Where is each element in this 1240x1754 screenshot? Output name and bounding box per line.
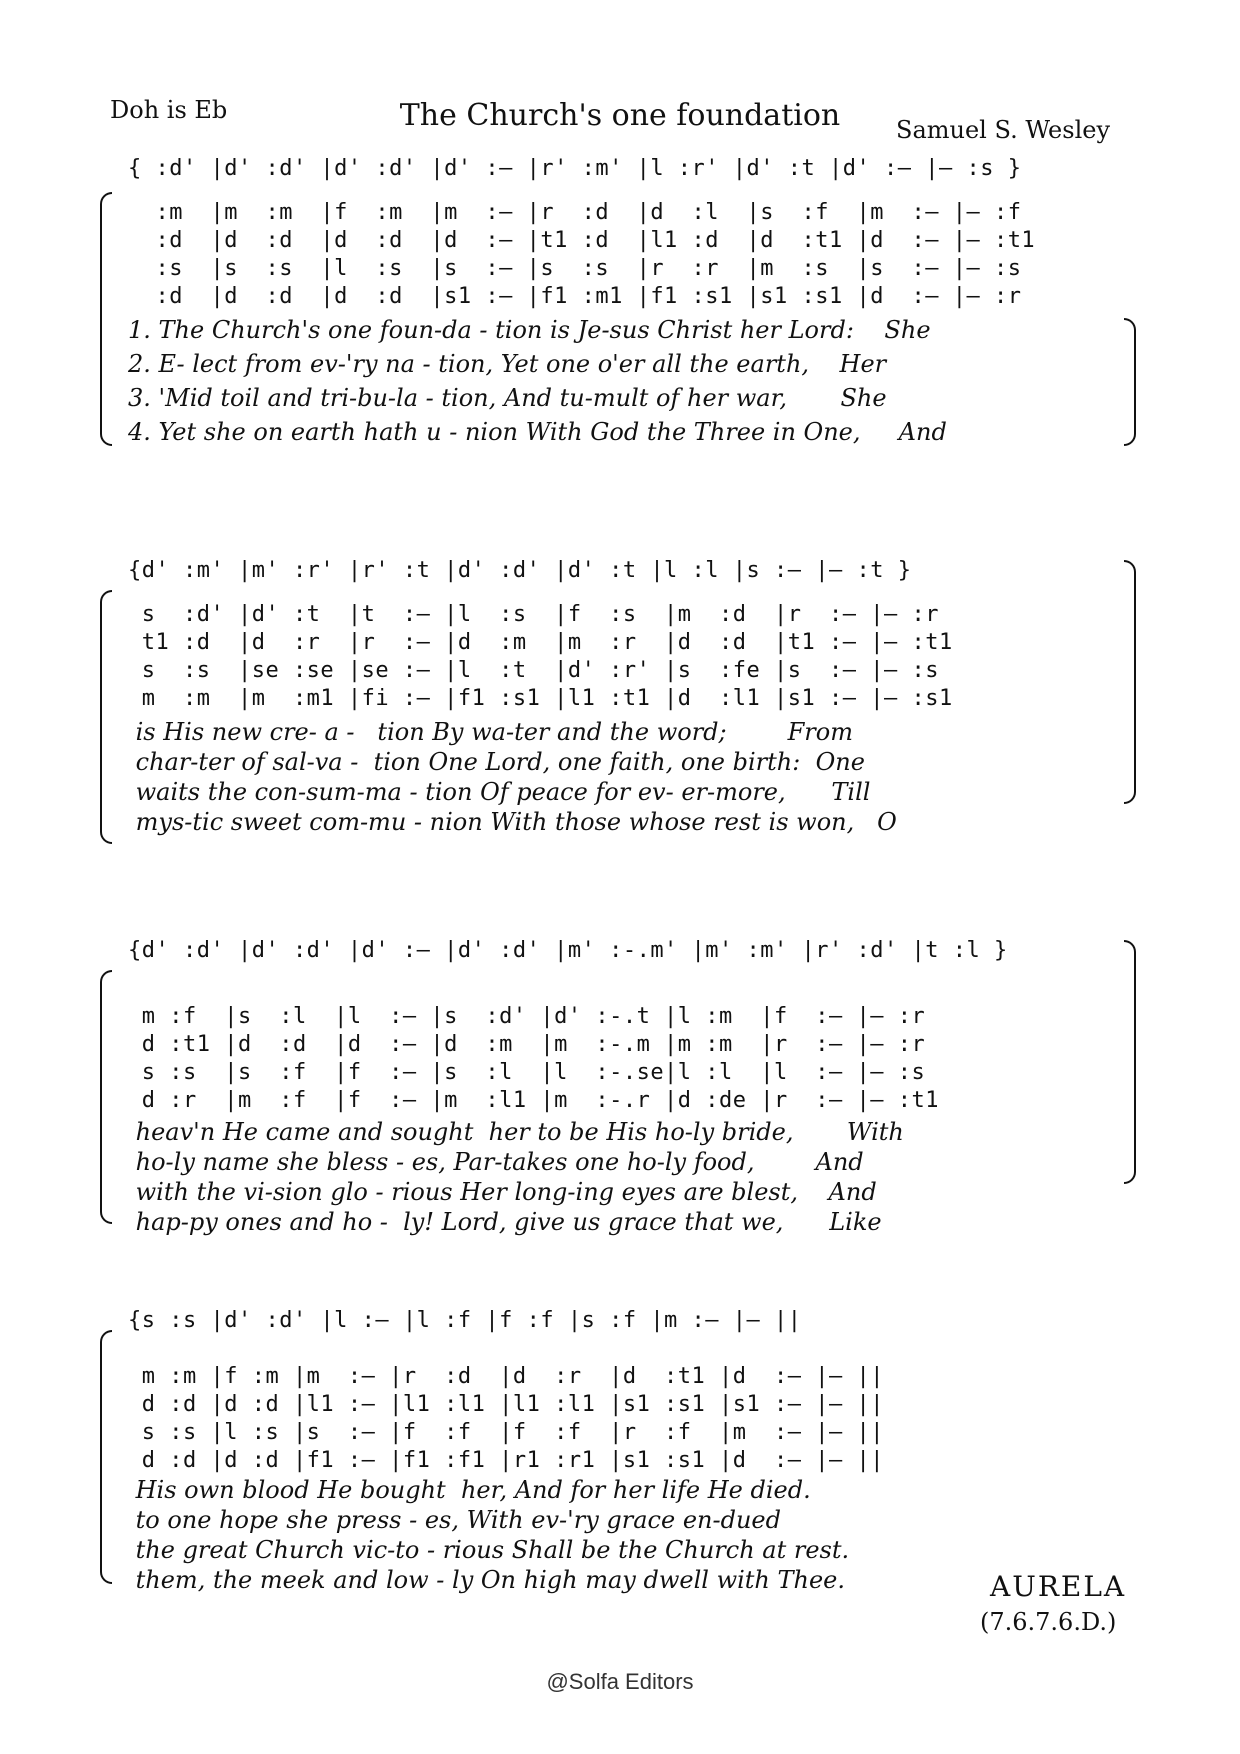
tenor-line: :d |d :d |d :d |d :— |t1 :d |l1 :d |d :t1 |d :— |— :t1 (128, 228, 1036, 253)
lyric-verse-1: His own blood He bought her, And for her life He died. (128, 1476, 811, 1504)
lower-bass-line: m :m |m :m1 |fi :— |f1 :s1 |l1 :t1 |d :l1 |s1 :— |— :s1 (128, 686, 953, 711)
lyric-verse-1: is His new cre- a - tion By wa-ter and the word; From (128, 718, 853, 746)
alto-line: m :f |s :l |l :— |s :d' |d' :-.t |l :m |f :— |— :r (128, 1004, 926, 1029)
lower-bass-line: :d |d :d |d :d |s1 :— |f1 :m1 |f1 :s1 |s1 :s1 |d :— |— :r (128, 284, 1022, 309)
lyric-verse-2: ho-ly name she bless - es, Par-takes one ho-ly food, And (128, 1148, 864, 1176)
music-system-3 (108, 938, 1108, 1236)
lyric-verse-3: with the vi-sion glo - rious Her long-ing eyes are blest, And (128, 1178, 877, 1206)
music-system-4 (108, 1310, 1108, 1600)
bass-line: :s |s :s |l :s |s :— |s :s |r :r |m :s |s :— |— :s (128, 256, 1022, 281)
system-brace-left (100, 1330, 112, 1584)
alto-line: m :m |f :m |m :— |r :d |d :r |d :t1 |d :— |— || (128, 1364, 884, 1389)
soprano-line: {d' :m' |m' :r' |r' :t |d' :d' |d' :t |l :l |s :— |— :t } (128, 558, 912, 583)
lyric-brace-right (1124, 560, 1136, 804)
lyric-verse-4: them, the meek and low - ly On high may dwell with Thee. (128, 1566, 846, 1594)
lyric-verse-2: 2. E- lect from ev-'ry na - tion, Yet one o'er all the earth, Her (128, 350, 887, 378)
tenor-line: d :t1 |d :d |d :— |d :m |m :-.m |m :m |r :— |— :r (128, 1032, 926, 1057)
alto-line: s :d' |d' :t |t :— |l :s |f :s |m :d |r :— |— :r (128, 602, 939, 627)
lower-bass-line: d :r |m :f |f :— |m :l1 |m :-.r |d :de |r :— |— :t1 (128, 1088, 939, 1113)
system-brace-left (100, 192, 112, 446)
lyric-verse-4: mys-tic sweet com-mu - nion With those whose rest is won, O (128, 808, 897, 836)
lyric-brace-right (1124, 318, 1136, 446)
tune-meter: (7.6.7.6.D.) (980, 1608, 1117, 1636)
system-brace-left (100, 970, 112, 1224)
bass-line: s :s |s :f |f :— |s :l |l :-.se|l :l |l :— |— :s (128, 1060, 926, 1085)
lyric-verse-4: 4. Yet she on earth hath u - nion With God the Three in One, And (128, 418, 947, 446)
lyric-verse-2: to one hope she press - es, With ev-'ry grace en-dued (128, 1506, 781, 1534)
key-signature: Doh is Eb (110, 96, 228, 124)
lyric-verse-2: char-ter of sal-va - tion One Lord, one faith, one birth: One (128, 748, 865, 776)
tenor-line: d :d |d :d |l1 :— |l1 :l1 |l1 :l1 |s1 :s1 |s1 :— |— || (128, 1392, 884, 1417)
bass-line: s :s |se :se |se :— |l :t |d' :r' |s :fe |s :— |— :s (128, 658, 939, 683)
lyric-verse-4: hap-py ones and ho - ly! Lord, give us grace that we, Like (128, 1208, 882, 1236)
lower-bass-line: d :d |d :d |f1 :— |f1 :f1 |r1 :r1 |s1 :s1 |d :— |— || (128, 1448, 884, 1473)
system-brace-left (100, 590, 112, 844)
music-system-1 (108, 150, 1108, 450)
music-system-2 (108, 560, 1108, 850)
lyric-verse-3: waits the con-sum-ma - tion Of peace for ev- er-more, Till (128, 778, 871, 806)
composer-name: Samuel S. Wesley (896, 116, 1110, 144)
lyric-verse-1: heav'n He came and sought her to be His ho-ly bride, With (128, 1118, 904, 1146)
soprano-line: {s :s |d' :d' |l :— |l :f |f :f |s :f |m :— |— || (128, 1308, 802, 1333)
tenor-line: t1 :d |d :r |r :— |d :m |m :r |d :d |t1 :— |— :t1 (128, 630, 953, 655)
alto-line: :m |m :m |f :m |m :— |r :d |d :l |s :f |m :— |— :f (128, 200, 1022, 225)
footer-credit: @Solfa Editors (546, 1669, 694, 1694)
hymn-title: The Church's one foundation (399, 98, 841, 133)
tune-name: AURELA (990, 1570, 1127, 1603)
lyric-verse-1: 1. The Church's one foun-da - tion is Je-sus Christ her Lord: She (128, 316, 931, 344)
soprano-line: {d' :d' |d' :d' |d' :— |d' :d' |m' :-.m' |m' :m' |r' :d' |t :l } (128, 938, 1008, 963)
bass-line: s :s |l :s |s :— |f :f |f :f |r :f |m :— |— || (128, 1420, 884, 1445)
soprano-line: { :d' |d' :d' |d' :d' |d' :— |r' :m' |l :r' |d' :t |d' :— |— :s } (128, 156, 1022, 181)
lyric-verse-3: 3. 'Mid toil and tri-bu-la - tion, And tu-mult of her war, She (128, 384, 887, 412)
lyric-brace-right (1124, 940, 1136, 1184)
lyric-verse-3: the great Church vic-to - rious Shall be the Church at rest. (128, 1536, 850, 1564)
